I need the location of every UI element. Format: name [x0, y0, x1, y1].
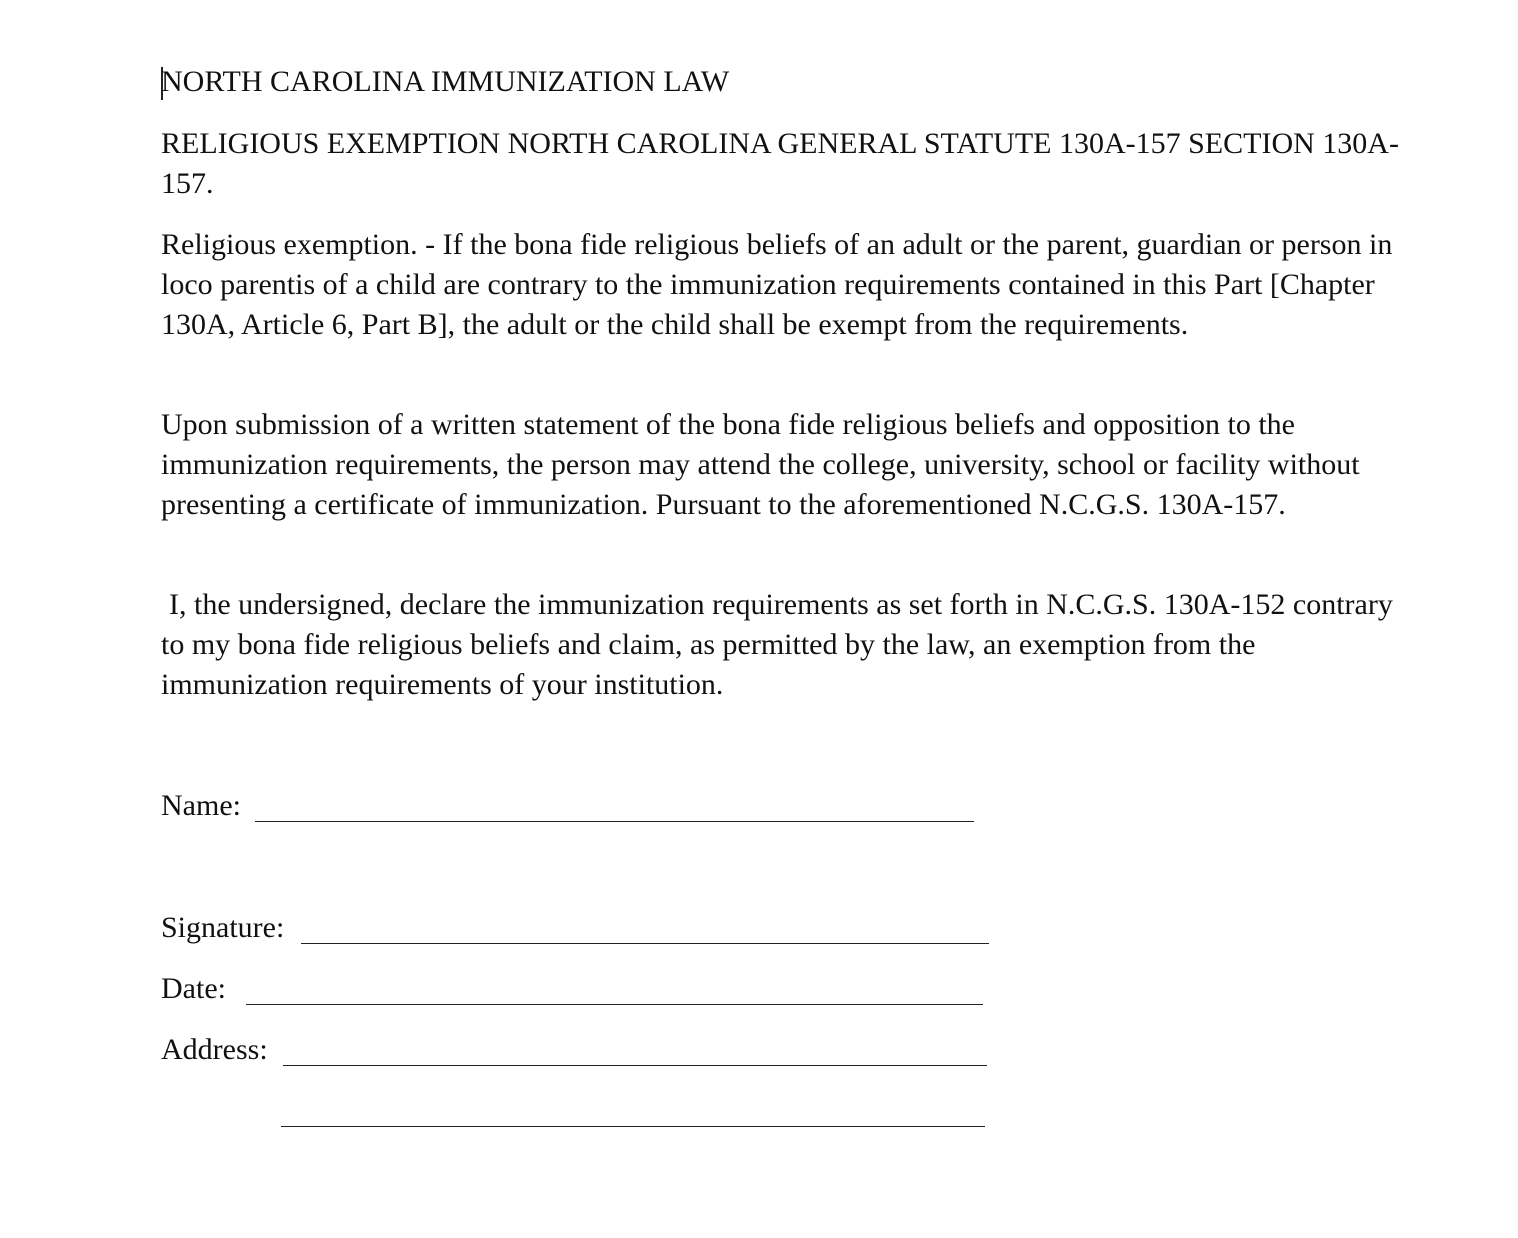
address-label: Address:	[161, 1033, 268, 1066]
paragraph-religious-exemption: Religious exemption. - If the bona fide religious beliefs of an adult or the parent, guardian or person in loco parentis of a child are contrary to the immunization requirements contained in this Part [Chapter 130A, Article 6, Part B], the adult or the child shall be exempt from the requirements.	[161, 228, 1393, 341]
signature-field	[161, 908, 1001, 948]
date-label: Date:	[161, 972, 226, 1005]
signature-label: Signature:	[161, 911, 285, 944]
name-line[interactable]	[255, 821, 974, 822]
address-line-2[interactable]	[281, 1126, 985, 1127]
date-field	[161, 969, 1001, 1009]
name-field	[161, 786, 981, 826]
name-label: Name:	[161, 789, 241, 822]
document-title: NORTH CAROLINA IMMUNIZATION LAW	[161, 65, 730, 98]
paragraph-written-statement: Upon submission of a written statement of the bona fide religious beliefs and opposition to the immunization requirements, the person may attend the college, university, school or facility without presenting a certificate of immunization. Pursuant to the aforementioned N.C.G.S. 130A-157.	[161, 408, 1360, 521]
document-subtitle: RELIGIOUS EXEMPTION NORTH CAROLINA GENERAL STATUTE 130A-157 SECTION 130A-157.	[161, 127, 1399, 200]
address-line-1[interactable]	[283, 1065, 987, 1066]
signature-line[interactable]	[301, 943, 989, 944]
paragraph-declaration: I, the undersigned, declare the immunization requirements as set forth in N.C.G.S. 130A-152 contrary to my bona fide religious beliefs and claim, as permitted by the law, an exemption from the immunization requirements of your institution.	[161, 588, 1393, 701]
address-field	[161, 1030, 1001, 1070]
date-line[interactable]	[246, 1004, 983, 1005]
